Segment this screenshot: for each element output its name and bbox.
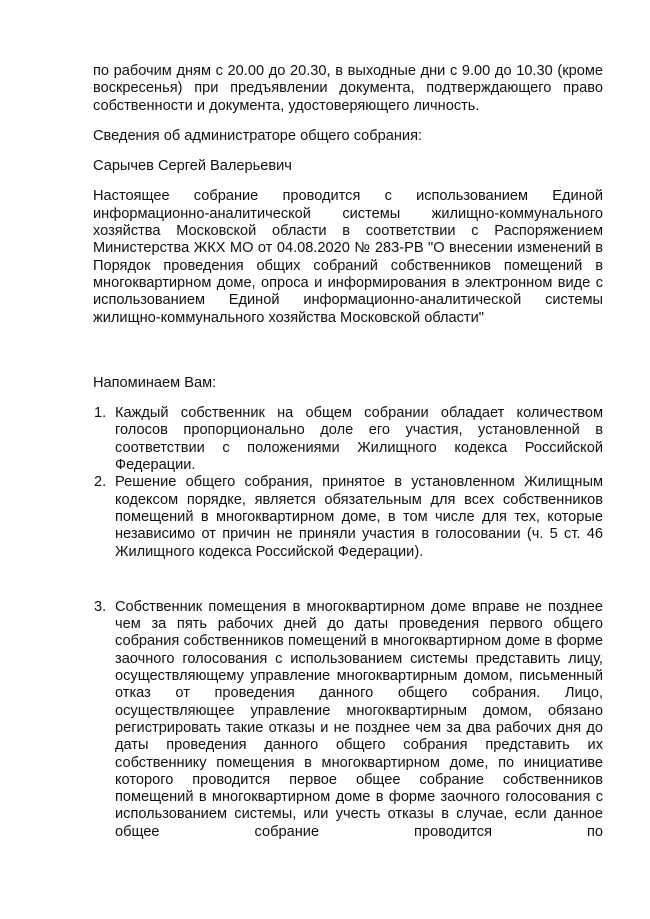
list-item <box>93 474 603 560</box>
list-item-number: 2. <box>94 474 107 491</box>
list-item-number: 3. <box>94 598 107 615</box>
spacer <box>93 327 603 375</box>
list-item-number: 1. <box>94 405 107 422</box>
system-note-paragraph: Настоящее собрание проводится с использованием Единой информационно-аналитической системы жилищно-коммунального хозяйства Московской области в соответствии с Распоряжением Министерства ЖКХ МО от 04.08.2020 № 283-РВ "О внесении изменений в Порядок проведения общих собраний собственников помещений в многоквартирном доме, опроса и информирования в электронном виде с использованием Единой информационно-аналитической системы жилищно-коммунального хозяйства Московской области" <box>93 188 603 326</box>
administrator-name: Сарычев Сергей Валерьевич <box>93 158 292 175</box>
administrator-heading: Сведения об администраторе общего собрания: <box>93 127 423 144</box>
spacer <box>93 561 603 599</box>
list-item-text: Собственник помещения в многоквартирном доме вправе не позднее чем за пять рабочих дней до даты проведения первого общего собрания собственников помещений в многоквартирном доме в форме заочного голосования с использованием системы представить лицу, осуществляющему управление многоквартирным домом, письменный отказ от проведения данного общего собрания. Лицо, осуществляющее управление многоквартирным домом, обязано регистрировать такие отказы и не позднее чем за два рабочих дня до даты проведения данного общего собрания представить их собственнику помещения в многоквартирном доме, по инициативе которого проводится первое общее собрание собственников помещений в многоквартирном доме в форме заочного голосования с использованием системы, или учесть отказы в случае, если данное общее собрание проводится по <box>115 598 603 840</box>
list-item <box>93 599 603 841</box>
reminder-heading: Напоминаем Вам: <box>93 374 217 391</box>
list-item <box>93 405 603 474</box>
spacer <box>93 175 603 188</box>
spacer <box>93 392 603 405</box>
spacer <box>93 115 603 128</box>
intro-paragraph: по рабочим дням с 20.00 до 20.30, в выходные дни с 9.00 до 10.30 (кроме воскресенья) при предъявлении документа, подтверждающего право собственности и документа, удостоверяющего личность. <box>93 63 603 114</box>
spacer <box>93 145 603 158</box>
document-page <box>93 63 603 841</box>
reminder-list <box>93 405 603 841</box>
list-item-text: Решение общего собрания, принятое в установленном Жилищным кодексом порядке, является обязательным для всех собственников помещений в многоквартирном доме, в том числе для тех, которые независимо от причин не приняли участия в голосовании (ч. 5 ст. 46 Жилищного кодекса Российской Федерации). <box>115 474 603 560</box>
list-item-text: Каждый собственник на общем собрании обладает количеством голосов пропорционально доле его участия, установленной в соответствии с положениями Жилищного кодекса Российской Федерации. <box>115 405 603 474</box>
